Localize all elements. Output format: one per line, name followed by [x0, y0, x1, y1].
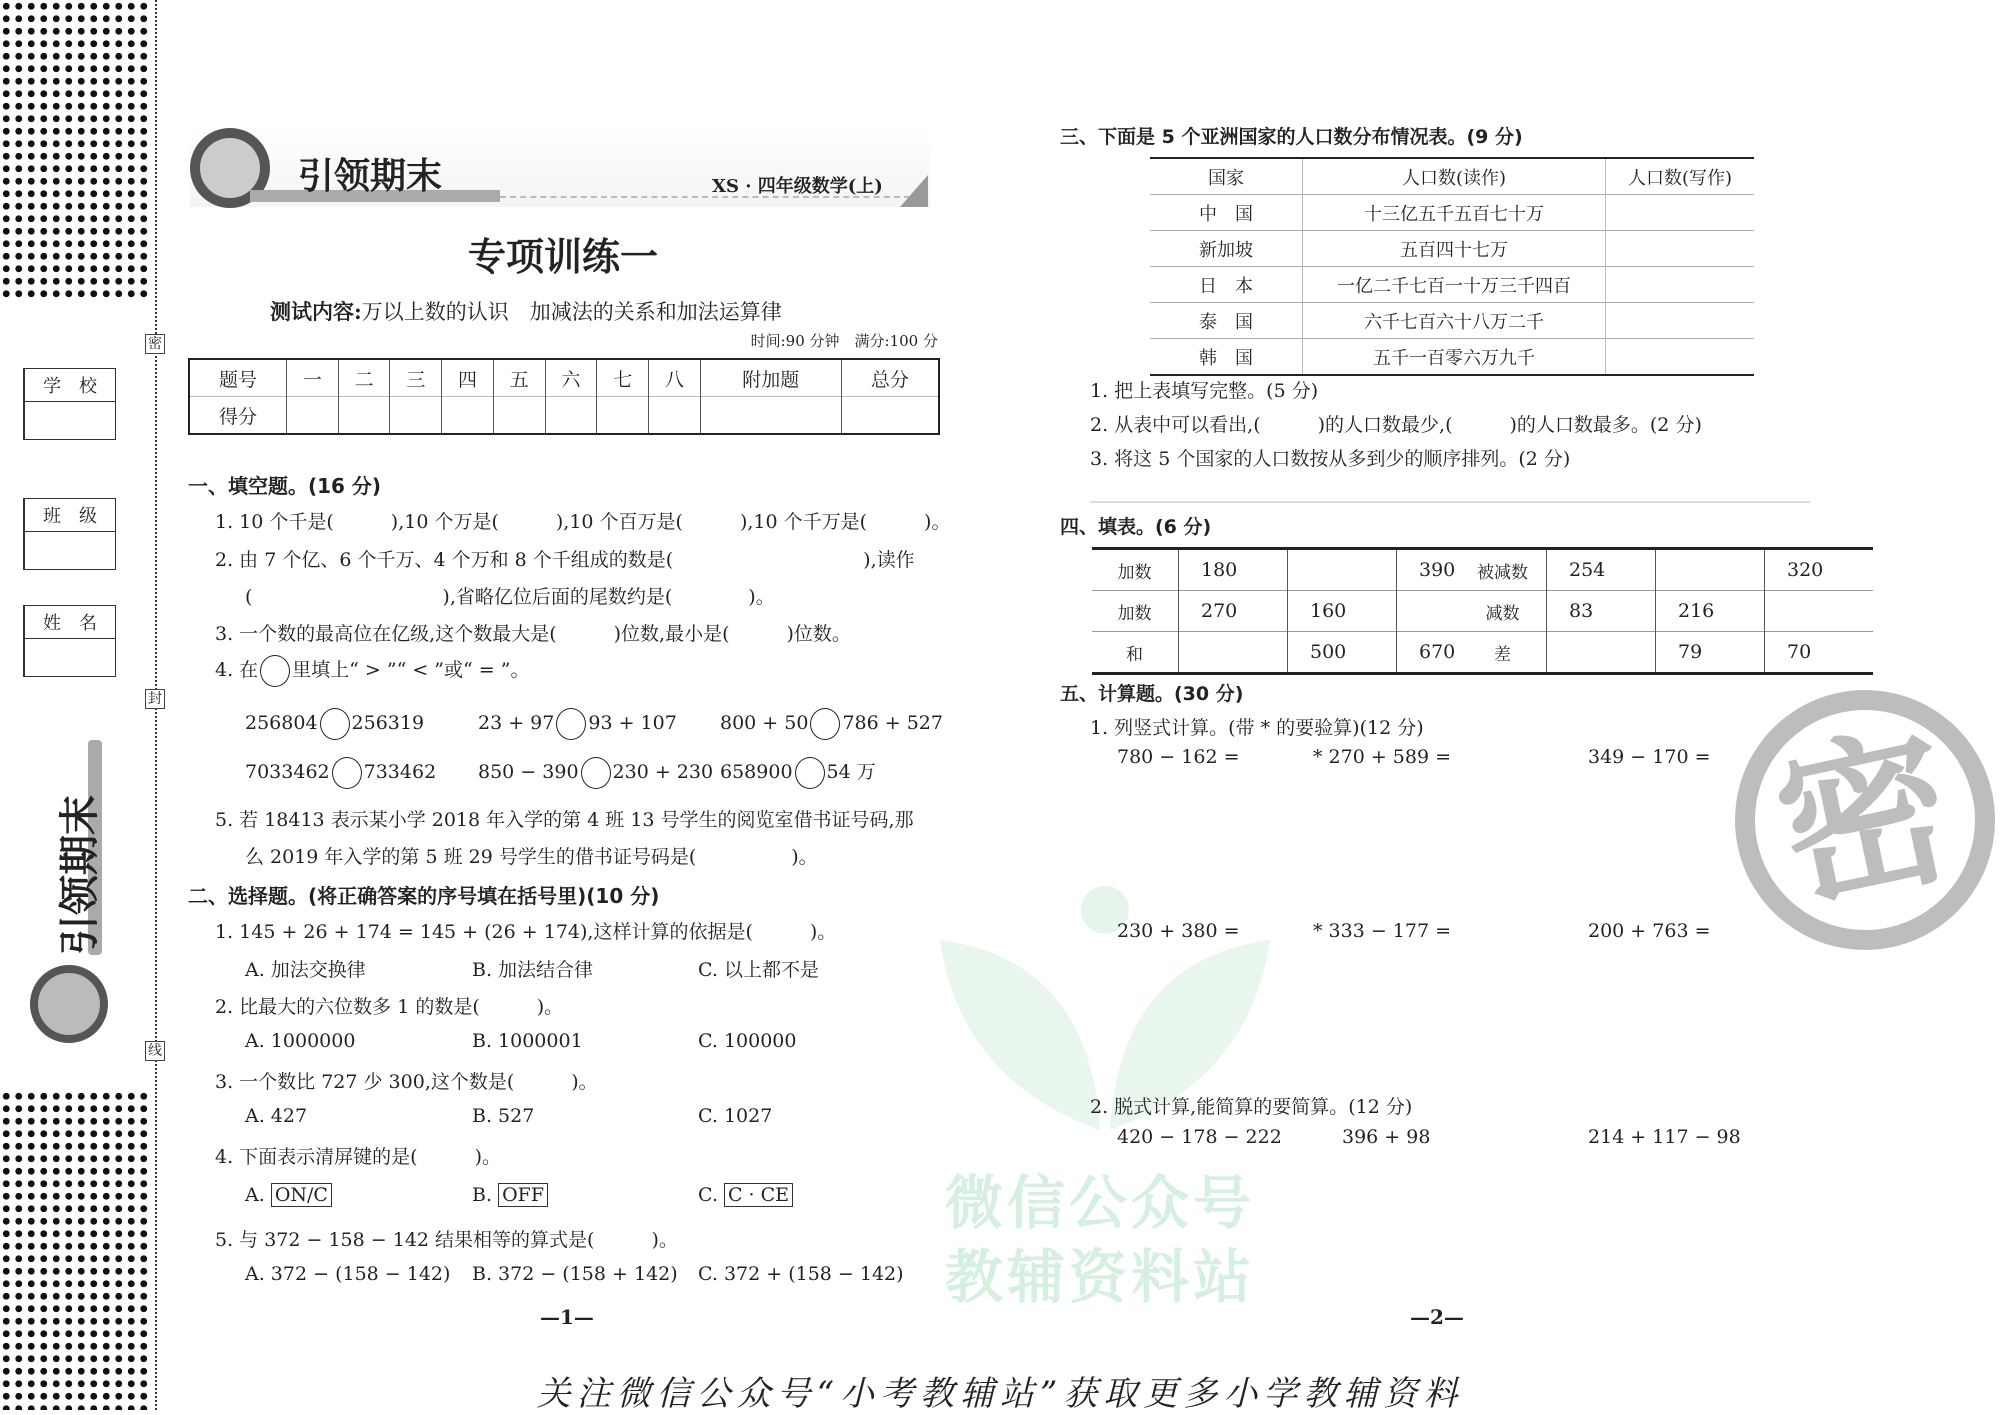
- cell[interactable]: 70: [1765, 632, 1874, 674]
- cell[interactable]: 390: [1397, 549, 1506, 591]
- compare-circle[interactable]: [260, 655, 290, 687]
- score-cell[interactable]: [597, 397, 649, 435]
- s1-q4-cont: 里填上“ > ”“ < ”或“ = ”。: [292, 659, 530, 681]
- score-table: [188, 358, 940, 435]
- option-b[interactable]: B. 372 − (158 + 142): [472, 1263, 678, 1285]
- option-a[interactable]: [245, 1184, 332, 1206]
- score-header: 六: [545, 359, 597, 397]
- class-field[interactable]: [23, 498, 116, 570]
- section-3-heading: 三、下面是 5 个亚洲国家的人口数分布情况表。(9 分): [1060, 126, 1523, 148]
- s2-q5: 5. 与 372 − 158 − 142 结果相等的算式是( )。: [215, 1229, 678, 1251]
- score-header: 题号: [189, 359, 287, 397]
- s2-q1: 1. 145 + 26 + 174 = 145 + (26 + 174),这样计算的依据是( )。: [215, 921, 837, 943]
- table-row: [1092, 591, 1505, 632]
- option-c[interactable]: C. 372 + (158 − 142): [698, 1263, 904, 1285]
- s1-q3: 3. 一个数的最高位在亿级,这个数最大是( )位数,最小是( )位数。: [215, 623, 851, 645]
- option-b[interactable]: [472, 1184, 548, 1206]
- cell[interactable]: 83: [1547, 591, 1656, 632]
- compare-right: 733462: [363, 761, 437, 783]
- cell[interactable]: 79: [1656, 632, 1765, 674]
- population-written[interactable]: [1606, 267, 1755, 303]
- population-written[interactable]: [1606, 195, 1755, 231]
- table-row: [1150, 339, 1754, 376]
- row-label: 差: [1460, 632, 1547, 674]
- class-label-a: 班: [43, 506, 61, 527]
- school-field[interactable]: [23, 368, 116, 440]
- calc-expr: 396 + 98: [1342, 1126, 1431, 1148]
- calc-expr: 780 − 162 =: [1117, 746, 1240, 768]
- table-row: [1150, 195, 1754, 231]
- seal-mark-xian: 线: [145, 1041, 165, 1061]
- score-header: 二: [338, 359, 390, 397]
- s3-q1: 1. 把上表填写完整。(5 分): [1090, 380, 1319, 402]
- option-a[interactable]: A. 加法交换律: [245, 959, 366, 981]
- subject-label: XS · 四年级数学(上): [712, 176, 883, 197]
- compare-right: 256319: [351, 712, 425, 734]
- school-label-b: 校: [79, 376, 97, 397]
- cell[interactable]: [1179, 632, 1288, 674]
- content-label: 测试内容:: [270, 299, 362, 324]
- calc-expr: * 270 + 589 =: [1313, 746, 1452, 768]
- compare-circle[interactable]: [556, 708, 586, 740]
- option-c[interactable]: C. 1027: [698, 1105, 773, 1127]
- s2-q2: 2. 比最大的六位数多 1 的数是( )。: [215, 996, 564, 1018]
- score-header: 五: [493, 359, 545, 397]
- compare-item: [720, 708, 943, 740]
- compare-left: 658900: [720, 761, 793, 783]
- compare-right: 786 + 527: [842, 712, 943, 734]
- population-written[interactable]: [1606, 303, 1755, 339]
- s1-q4-line: [215, 655, 529, 687]
- cell[interactable]: [1288, 549, 1397, 591]
- section-5-heading: 五、计算题。(30 分): [1060, 683, 1244, 705]
- s3-q3: 3. 将这 5 个国家的人口数按从多到少的顺序排列。(2 分): [1090, 448, 1571, 470]
- score-header: 七: [597, 359, 649, 397]
- compare-left: 7033462: [245, 761, 330, 783]
- calc-expr: * 333 − 177 =: [1313, 920, 1452, 942]
- s1-q5: 5. 若 18413 表示某小学 2018 年入学的第 4 班 13 号学生的阅览室借书证号码,那: [215, 809, 914, 831]
- score-row-label: 得分: [189, 397, 287, 435]
- option-a[interactable]: A. 427: [245, 1105, 308, 1127]
- calc-expr: 200 + 763 =: [1588, 920, 1711, 942]
- score-cell[interactable]: [649, 397, 701, 435]
- section-2-heading: 二、选择题。(将正确答案的序号填在括号里)(10 分): [188, 884, 660, 908]
- row-label: 和: [1092, 632, 1179, 674]
- seal-mark-feng: 封: [145, 689, 165, 709]
- country: 中 国: [1150, 195, 1303, 231]
- population-table: [1150, 157, 1754, 376]
- compare-circle[interactable]: [795, 757, 825, 789]
- score-cell[interactable]: [700, 397, 841, 435]
- s1-q4: 4. 在: [215, 659, 259, 681]
- compare-circle[interactable]: [810, 708, 840, 740]
- calculator-key: OFF: [498, 1183, 548, 1207]
- compare-left: 850 − 390: [478, 761, 579, 783]
- option-b[interactable]: B. 1000001: [472, 1030, 583, 1052]
- page-number-2: —2—: [1410, 1305, 1464, 1329]
- name-label-b: 名: [79, 613, 97, 634]
- table-row: [1150, 267, 1754, 303]
- watermark-line-1: 微信公众号: [945, 1169, 1256, 1237]
- population-reading: 六千七百六十八万二千: [1303, 303, 1606, 339]
- pop-header: 人口数(读作): [1303, 158, 1606, 195]
- cell[interactable]: 500: [1288, 632, 1397, 674]
- table-row: [1460, 591, 1873, 632]
- score-header: 八: [649, 359, 701, 397]
- compare-circle[interactable]: [581, 757, 611, 789]
- row-label: 加数: [1092, 549, 1179, 591]
- compare-item: [478, 708, 677, 740]
- section-1-heading: 一、填空题。(16 分): [188, 474, 382, 498]
- side-logo-wheel-icon: [30, 965, 108, 1043]
- footer-banner: 关注微信公众号“小考教辅站”获取更多小学教辅资料: [536, 1374, 1464, 1414]
- population-reading: 五百四十七万: [1303, 231, 1606, 267]
- table-row: [1092, 549, 1505, 591]
- s1-q2: 2. 由 7 个亿、6 个千万、4 个万和 8 个千组成的数是( ),读作: [215, 549, 915, 571]
- s3-q2: 2. 从表中可以看出,( )的人口数最少,( )的人口数最多。(2 分): [1090, 414, 1702, 436]
- option-c[interactable]: C. 100000: [698, 1030, 797, 1052]
- confidential-stamp: 密: [1711, 666, 2000, 974]
- dot-pattern-bottom: [0, 1090, 150, 1410]
- score-cell[interactable]: [442, 397, 494, 435]
- cell[interactable]: [1765, 591, 1874, 632]
- compare-item: [245, 708, 424, 740]
- content-line: [270, 296, 782, 326]
- score-cell[interactable]: [390, 397, 442, 435]
- divider: [1090, 501, 1810, 503]
- option-c[interactable]: [698, 1184, 793, 1206]
- s1-q5-cont: 么 2019 年入学的第 5 班 29 号学生的借书证号码是( )。: [245, 846, 818, 868]
- compare-circle[interactable]: [332, 757, 362, 789]
- cell[interactable]: 160: [1288, 591, 1397, 632]
- s1-q1: 1. 10 个千是( ),10 个万是( ),10 个百万是( ),10 个千万是( )。: [215, 511, 951, 533]
- pop-header: 人口数(写作): [1606, 158, 1755, 195]
- watermark-line-2: 教辅资料站: [945, 1243, 1256, 1311]
- population-written[interactable]: [1606, 231, 1755, 267]
- compare-item: [720, 757, 876, 789]
- calc-expr: 214 + 117 − 98: [1588, 1126, 1741, 1148]
- score-header: 四: [442, 359, 494, 397]
- score-cell[interactable]: [493, 397, 545, 435]
- name-label-a: 姓: [43, 613, 61, 634]
- compare-left: 256804: [245, 712, 318, 734]
- table-row: [1092, 632, 1505, 674]
- page-title: 专项训练一: [467, 234, 658, 279]
- score-header: 三: [390, 359, 442, 397]
- population-written[interactable]: [1606, 339, 1755, 376]
- compare-right: 230 + 230: [612, 761, 714, 783]
- option-a[interactable]: A. 372 − (158 − 142): [245, 1263, 451, 1285]
- option-letter: B.: [472, 1184, 493, 1206]
- cell[interactable]: 320: [1765, 549, 1874, 591]
- country: 新加坡: [1150, 231, 1303, 267]
- country: 日 本: [1150, 267, 1303, 303]
- school-label-a: 学: [43, 376, 61, 397]
- class-label-b: 级: [79, 506, 97, 527]
- pop-header: 国家: [1150, 158, 1303, 195]
- seal-mark-mi: 密: [145, 334, 165, 354]
- calc-expr: 230 + 380 =: [1117, 920, 1240, 942]
- cell[interactable]: 180: [1179, 549, 1288, 591]
- population-reading: 一亿二千七百一十万三千四百: [1303, 267, 1606, 303]
- compare-left: 800 + 50: [720, 712, 809, 734]
- option-b[interactable]: B. 527: [472, 1105, 535, 1127]
- section-4-heading: 四、填表。(6 分): [1060, 516, 1212, 538]
- page-number-1: —1—: [540, 1305, 594, 1329]
- s2-q4: 4. 下面表示清屏键的是( )。: [215, 1146, 501, 1168]
- cell[interactable]: 270: [1179, 591, 1288, 632]
- score-cell[interactable]: [545, 397, 597, 435]
- compare-circle[interactable]: [320, 708, 350, 740]
- compare-left: 23 + 97: [478, 712, 555, 734]
- table-row: [1150, 303, 1754, 339]
- option-letter: C.: [698, 1184, 718, 1206]
- s5-q1: 1. 列竖式计算。(带 * 的要验算)(12 分): [1090, 717, 1424, 739]
- cell[interactable]: 216: [1656, 591, 1765, 632]
- subtraction-table: [1460, 547, 1873, 675]
- content-text: 万以上数的认识 加减法的关系和加法运算律: [361, 300, 782, 324]
- population-reading: 十三亿五千五百七十万: [1303, 195, 1606, 231]
- name-field[interactable]: [23, 605, 116, 677]
- country: 泰 国: [1150, 303, 1303, 339]
- table-row: [1150, 231, 1754, 267]
- option-c[interactable]: C. 以上都不是: [698, 959, 819, 981]
- row-label: 被减数: [1460, 549, 1547, 591]
- score-cell[interactable]: [841, 397, 939, 435]
- compare-item: [245, 757, 436, 789]
- score-header: 附加题: [700, 359, 841, 397]
- side-logo-text: 引领期末: [57, 795, 103, 955]
- compare-right: 93 + 107: [588, 712, 677, 734]
- cell[interactable]: [1547, 632, 1656, 674]
- addition-table: [1092, 547, 1505, 675]
- score-cell[interactable]: [338, 397, 390, 435]
- calculator-key: ON/C: [271, 1183, 332, 1207]
- row-label: 加数: [1092, 591, 1179, 632]
- compare-right: 54 万: [826, 761, 876, 783]
- calculator-key: C · CE: [724, 1183, 793, 1207]
- population-reading: 五千一百零六万九千: [1303, 339, 1606, 376]
- time-info: 时间:90 分钟 满分:100 分: [750, 332, 938, 350]
- option-b[interactable]: B. 加法结合律: [472, 959, 594, 981]
- paper-plane-icon: [900, 175, 928, 207]
- score-header: 总分: [841, 359, 939, 397]
- calc-expr: 349 − 170 =: [1588, 746, 1711, 768]
- s1-q2-cont: ( ),省略亿位后面的尾数约是( )。: [245, 586, 775, 608]
- table-row: [1460, 549, 1873, 591]
- table-row: [1460, 632, 1873, 674]
- cell[interactable]: 670: [1397, 632, 1506, 674]
- calc-expr: 420 − 178 − 222: [1117, 1126, 1282, 1148]
- country: 韩 国: [1150, 339, 1303, 376]
- score-header: 一: [287, 359, 339, 397]
- s2-q3: 3. 一个数比 727 少 300,这个数是( )。: [215, 1071, 598, 1093]
- s5-q2: 2. 脱式计算,能简算的要简算。(12 分): [1090, 1096, 1413, 1118]
- option-letter: A.: [245, 1184, 265, 1206]
- cell[interactable]: [1656, 549, 1765, 591]
- compare-item: [478, 757, 713, 789]
- score-cell[interactable]: [287, 397, 339, 435]
- row-label: 减数: [1460, 591, 1547, 632]
- header-logo-text: 引领期末: [298, 156, 443, 197]
- option-a[interactable]: A. 1000000: [245, 1030, 356, 1052]
- cell[interactable]: 254: [1547, 549, 1656, 591]
